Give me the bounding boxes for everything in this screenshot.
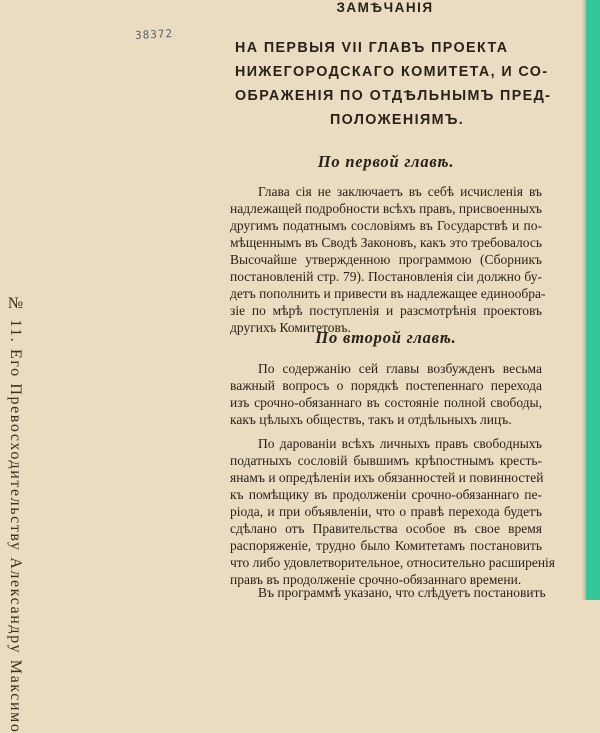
title-line-2: НИЖЕГОРОДСКАГО КОМИТЕТА, И СО- (235, 64, 549, 80)
text-line: Высочайше утвержденною программою (Сборникъ (230, 252, 542, 267)
text-line: янамъ и опредѣленіи ихъ обязанностей и повинностей (230, 470, 544, 485)
text-line: податныхъ сословій бывшимъ крѣпостнымъ кресть- (230, 453, 542, 468)
text-line: постановленій стр. 79). Постановленія сіи должно бу- (230, 269, 542, 284)
text-line: какъ цѣлыхъ обществъ, такъ и отдѣльныхъ лицъ. (230, 412, 512, 427)
section-2-paragraph-1 (230, 360, 542, 428)
section-heading-first-chapter: По первой главѣ. (317, 152, 455, 171)
section-heading-second-chapter: По второй главѣ. (315, 328, 457, 347)
section-2-paragraph-3 (230, 584, 546, 601)
text-line: важный вопросъ о порядкѣ постепеннаго перехода (230, 378, 542, 393)
inventory-stamp: 38372 (134, 27, 174, 42)
text-line: къ помѣщику въ продолженіи срочно-обязаннаго пе- (230, 487, 542, 502)
text-line: детъ пополнить и привести въ надлежащее единообра- (230, 286, 546, 301)
green-cover-edge (586, 0, 600, 600)
page-header: ЗАМѢЧАНІЯ (336, 0, 434, 15)
section-1-paragraph (230, 183, 546, 336)
text-line: другихъ Комитетовъ. (230, 320, 351, 335)
text-line: По содержанію сей главы возбужденъ весьма (258, 361, 542, 376)
text-line: ріода, и при объявленіи, что о правѣ перехода будетъ (230, 504, 542, 519)
text-line: зіе по мѣрѣ поступленія и разсмотрѣнія проектовъ (230, 303, 542, 318)
margin-annotation: № 11. Его Превосходительству Александру Максимо (7, 295, 24, 733)
text-line: что либо удовлетворительное, относительно расширенія (230, 555, 556, 570)
title-line-4: ПОЛОЖЕНІЯМЪ. (330, 112, 465, 128)
text-line: мѣщеннымъ въ Сводѣ Законовъ, какъ это требовалось (230, 235, 542, 250)
text-line: сдѣлано отъ Правительства особое въ свое время (230, 521, 542, 536)
text-line: По дарованіи всѣхъ личныхъ правъ свободныхъ (258, 436, 542, 451)
text-line: Въ программѣ указано, что слѣдуетъ постановить (258, 585, 546, 600)
text-line: правъ въ продолженіе срочно-обязаннаго времени. (230, 572, 522, 587)
section-2-paragraph-2 (230, 435, 556, 588)
text-line: распоряженіе, трудно было Комитетамъ постановить (230, 538, 542, 553)
text-line: изъ срочно-обязаннаго въ состояніе полной свободы, (230, 395, 542, 410)
title-line-3: ОБРАЖЕНІЯ ПО ОТДѢЛЬНЫМЪ ПРЕД- (235, 88, 552, 104)
text-line: Глава сія не заключаетъ въ себѣ исчисленія въ (258, 184, 542, 199)
text-line: надлежащей подробности всѣхъ правъ, присвоенныхъ (230, 201, 542, 216)
text-line: другимъ податнымъ сословіямъ въ Государствѣ и по- (230, 218, 542, 233)
title-line-1: НА ПЕРВЫЯ VII ГЛАВЪ ПРОЕКТА (235, 40, 509, 56)
